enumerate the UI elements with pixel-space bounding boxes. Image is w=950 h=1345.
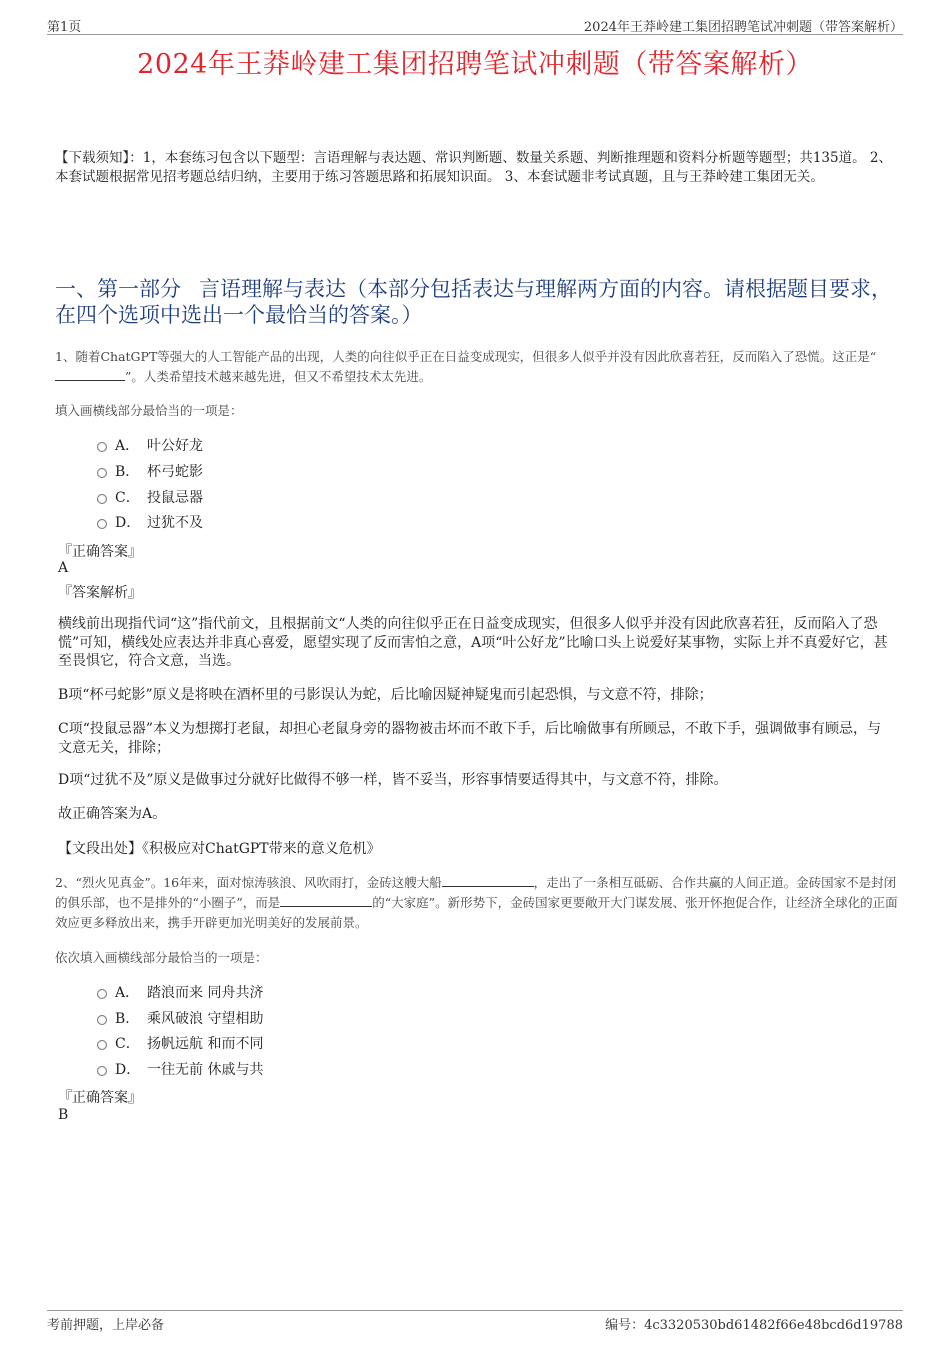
answer-label: 『正确答案』	[58, 544, 142, 560]
page-number: 第1页	[47, 20, 82, 35]
option-a[interactable]: A． 踏浪而来 同舟共济	[97, 981, 263, 1003]
question-1-instruction: 填入画横线部分最恰当的一项是：	[55, 403, 243, 418]
analysis-paragraph: B项“杯弓蛇影”原义是将映在酒杯里的弓影误认为蛇，后比喻因疑神疑鬼而引起恐惧，与文意不符，排除；	[58, 687, 713, 703]
radio-icon[interactable]	[97, 1015, 107, 1025]
radio-icon[interactable]	[97, 1066, 107, 1076]
answer-blank	[280, 893, 372, 907]
radio-icon[interactable]	[97, 442, 107, 452]
radio-icon[interactable]	[97, 519, 107, 529]
analysis-paragraph: 横线前出现指代词“这”指代前文，且根据前文“人类的向往似乎正在日益变成现实，但很多人似乎并没有因此欣喜若狂，反而陷入了恐慌”可知，横线处应表达并非真心喜爱，愿望实现了反而害怕之意，A项“叶公好龙”比喻口头上说爱好某事物，实际上并不真爱好它，甚至畏惧它，符合文意，当选。	[58, 616, 888, 669]
option-c[interactable]: C． 扬帆远航 和而不同	[97, 1032, 263, 1054]
question-2-text: 2、“烈火见真金”。16年来，面对惊涛骇浪、风吹雨打，金砖这艘大船 ，走出了一条相互砥砺、合作共赢的人间正道。金砖国家不是封闭的俱乐部，也不是排外的“小圈子”，而是 的“大家庭”。新形势下，金砖国家更要敞开大门谋发展、张开怀抱促合作，让经济全球化的正面效应更多释放出来，携手开辟更加光明美好的发展前景。	[55, 875, 898, 930]
answer-blank	[442, 873, 534, 887]
footer-slogan: 考前押题，上岸必备	[47, 1318, 165, 1333]
radio-icon[interactable]	[97, 989, 107, 999]
analysis-paragraph: D项“过犹不及”原义是做事过分就好比做得不够一样，皆不妥当，形容事情要适得其中，与文意不符，排除。	[58, 772, 728, 788]
text-source: 【文段出处】《积极应对ChatGPT带来的意义危机》	[58, 841, 381, 857]
answer-value: B	[58, 1107, 69, 1123]
analysis-label: 『答案解析』	[58, 585, 142, 601]
option-c[interactable]: C． 投鼠忌器	[97, 486, 203, 508]
option-b[interactable]: B． 杯弓蛇影	[97, 460, 203, 482]
answer-blank	[55, 367, 125, 381]
option-d[interactable]: D． 一往无前 休戚与共	[97, 1058, 263, 1080]
document-code: 编号：4c3320530bd61482f66e48bcd6d19788	[605, 1318, 903, 1333]
analysis-conclusion: 故正确答案为A。	[58, 806, 167, 822]
option-a[interactable]: A． 叶公好龙	[97, 434, 203, 456]
option-b[interactable]: B． 乘风破浪 守望相助	[97, 1007, 263, 1029]
answer-label: 『正确答案』	[58, 1090, 142, 1106]
option-d[interactable]: D． 过犹不及	[97, 511, 203, 533]
radio-icon[interactable]	[97, 494, 107, 504]
radio-icon[interactable]	[97, 1040, 107, 1050]
header-doc-title: 2024年王莽岭建工集团招聘笔试冲刺题（带答案解析）	[583, 20, 903, 35]
section-heading	[55, 276, 900, 328]
page-header	[47, 14, 903, 35]
section-number: 一、第一部分	[55, 277, 181, 301]
radio-icon[interactable]	[97, 468, 107, 478]
answer-value: A	[58, 560, 69, 576]
question-2-instruction: 依次填入画横线部分最恰当的一项是：	[55, 950, 268, 965]
analysis-paragraph: C项“投鼠忌器”本义为想掷打老鼠，却担心老鼠身旁的器物被击坏而不敢下手，后比喻做事有所顾忌，不敢下手，强调做事有顾忌，与文意无关，排除；	[58, 721, 882, 756]
question-1-text: 1、随着ChatGPT等强大的人工智能产品的出现，人类的向往似乎正在日益变成现实，但很多人似乎并没有因此欣喜若狂，反而陷入了恐慌。这正是“”。人类希望技术越来越先进，但又不希望技术太先进。	[55, 349, 877, 384]
download-notice: 【下载须知】：1，本套练习包含以下题型：言语理解与表达题、常识判断题、数量关系题、判断推理题和资料分析题等题型；共135道。 2、本套试题根据常见招考题总结归纳，主要用于练习答题思路和拓展知识面。 3、本套试题非考试真题，且与王莽岭建工集团无关。	[55, 150, 892, 185]
page-footer	[47, 1310, 903, 1331]
section-text: 言语理解与表达（本部分包括表达与理解两方面的内容。请根据题目要求，在四个选项中选出一个最恰当的答案。）	[55, 277, 892, 327]
document-title: 2024年王莽岭建工集团招聘笔试冲刺题（带答案解析）	[137, 49, 813, 80]
